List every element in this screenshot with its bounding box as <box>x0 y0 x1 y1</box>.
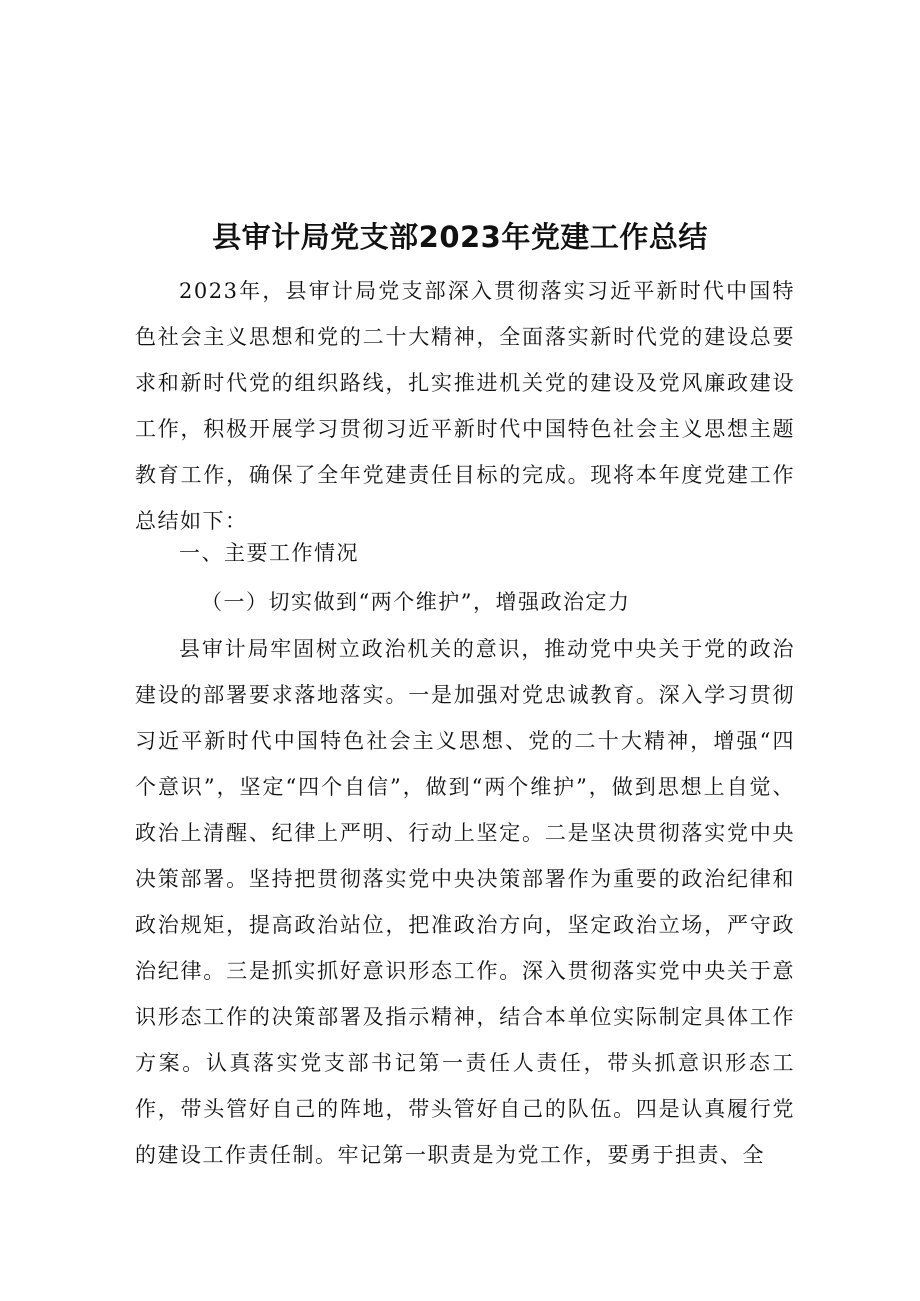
section-heading-main-work: 一、主要工作情况 <box>179 541 359 565</box>
intro-paragraph: 2023年，县审计局党支部深入贯彻落实习近平新时代中国特色社会主义思想和党的二十大精神，全面落实新时代党的建设总要求和新时代党的组织路线，扎实推进机关党的建设及党风廉政建设工作，积极开展学习贯彻习近平新时代中国特色社会主义思想主题教育工作，确保了全年党建责任目标的完成。现将本年度党建工作总结如下： <box>135 279 795 533</box>
subsection-heading-two-safeguards: （一）切实做到“两个维护”，增强政治定力 <box>201 590 631 614</box>
document-title: 县审计局党支部2023年党建工作总结 <box>212 220 708 254</box>
subsection-body-paragraph: 县审计局牢固树立政治机关的意识，推动党中央关于党的政治建设的部署要求落地落实。一是加强对党忠诚教育。深入学习贯彻习近平新时代中国特色社会主义思想、党的二十大精神，增强“四个意识”，坚定“四个自信”，做到“两个维护”，做到思想上自觉、政治上清醒、纪律上严明、行动上坚定。二是坚决贯彻落实党中央决策部署。坚持把贯彻落实党中央决策部署作为重要的政治纪律和政治规矩，提高政治站位，把准政治方向，坚定政治立场，严守政治纪律。三是抓实抓好意识形态工作。深入贯彻落实党中央关于意识形态工作的决策部署及指示精神，结合本单位实际制定具体工作方案。认真落实党支部书记第一责任人责任，带头抓意识形态工作，带头管好自己的阵地，带头管好自己的队伍。四是认真履行党的建设工作责任制。牢记第一职责是为党工作，要勇于担责、全 <box>135 637 795 1167</box>
